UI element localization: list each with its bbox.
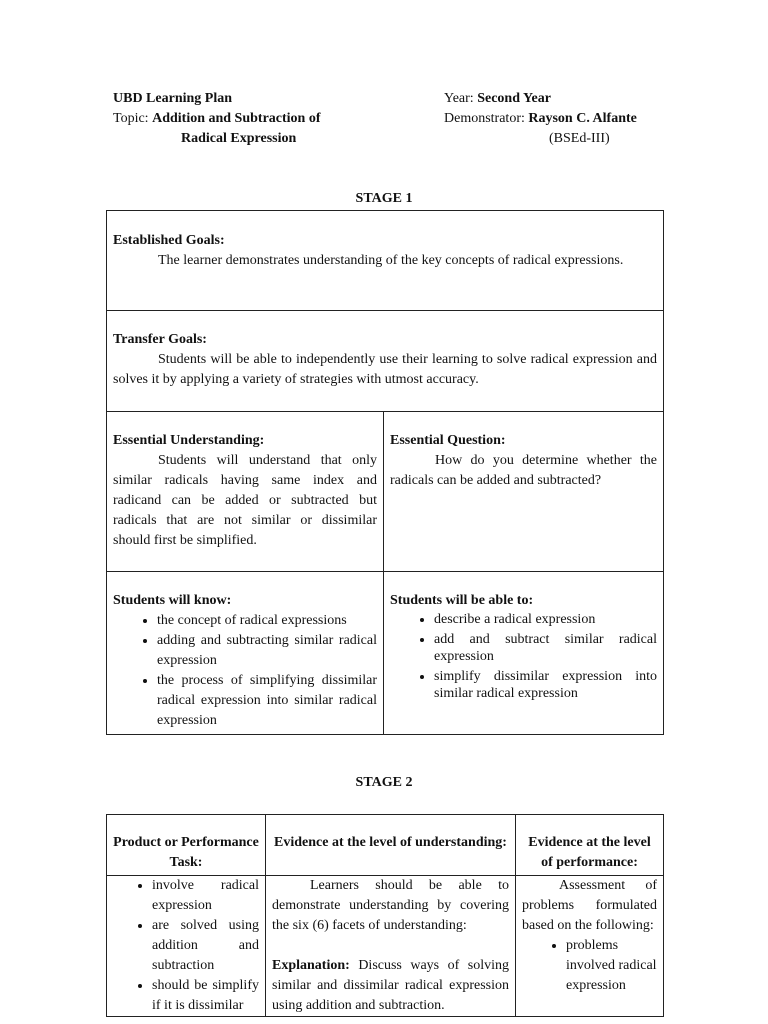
transfer-goals-row xyxy=(107,311,664,412)
essential-question-heading: Essential Question: xyxy=(390,433,506,448)
know-able-row xyxy=(107,572,664,735)
product-list xyxy=(107,876,259,1016)
list-item: • add and subtract similar radical expression xyxy=(434,631,657,665)
stage2-table xyxy=(106,814,664,1017)
students-able-cell xyxy=(384,572,664,735)
topic-line: Topic: Addition and Subtraction of xyxy=(113,111,321,126)
established-goals-cell xyxy=(107,211,664,311)
essential-question-text: How do you determine whether the radicals can be added and subtracted? xyxy=(390,453,657,488)
students-know-heading: Students will know: xyxy=(113,593,232,608)
stage2-header-row xyxy=(107,815,664,876)
list-item: • adding and subtracting similar radical expression xyxy=(157,631,377,671)
plan-header-left xyxy=(113,89,413,149)
essential-understanding-heading: Essential Understanding: xyxy=(113,433,265,448)
year-line: Year: Second Year xyxy=(444,91,551,106)
essential-understanding-cell xyxy=(107,412,384,572)
transfer-goals-cell xyxy=(107,311,664,412)
essential-understanding-text: Students will understand that only similar radicals having same index and radicand can be added or subtracted but radicals that are not similar or dissimilar should first be simplified. xyxy=(113,453,377,548)
col-header-understanding: Evidence at the level of understanding: xyxy=(266,815,516,876)
plan-title: UBD Learning Plan xyxy=(113,91,233,106)
plan-header-right xyxy=(444,89,704,149)
stage2-title: STAGE 2 xyxy=(355,775,413,790)
established-goals-row xyxy=(107,211,664,311)
list-item: • involve radical expression xyxy=(152,876,259,916)
transfer-goals-heading: Transfer Goals: xyxy=(113,332,207,347)
col-header-performance: Evidence at the level of performance: xyxy=(516,815,664,876)
understanding-question-row xyxy=(107,412,664,572)
topic-line-2: Radical Expression xyxy=(181,131,297,146)
demonstrator-line: Demonstrator: Rayson C. Alfante xyxy=(444,111,637,126)
stage2-body-row xyxy=(107,876,664,1017)
list-item: • the process of simplifying dissimilar radical expression into similar radical expression xyxy=(157,671,377,731)
understanding-cell xyxy=(266,876,516,1017)
performance-text: Assessment of problems formulated based on the following: xyxy=(522,878,657,933)
essential-question-cell xyxy=(384,412,664,572)
list-item: • should be simplify if it is dissimilar xyxy=(152,976,259,1016)
stage1-title: STAGE 1 xyxy=(355,191,413,206)
stage1-table xyxy=(106,210,664,735)
demonstrator-program: (BSEd-III) xyxy=(549,131,610,146)
product-cell xyxy=(107,876,266,1017)
performance-cell xyxy=(516,876,664,1017)
students-able-heading: Students will be able to: xyxy=(390,593,534,608)
list-item: • problems involved radical expression xyxy=(566,936,657,996)
explanation-text: Explanation: Discuss ways of solving similar and dissimilar radical expression using addition and subtraction. xyxy=(272,958,509,1013)
students-able-list xyxy=(390,611,657,702)
established-goals-heading: Established Goals: xyxy=(113,233,225,248)
performance-list xyxy=(522,936,657,996)
students-know-list xyxy=(113,611,377,731)
list-item: • simplify dissimilar expression into similar radical expression xyxy=(434,668,657,702)
list-item: • the concept of radical expressions xyxy=(157,611,377,631)
students-know-cell xyxy=(107,572,384,735)
transfer-goals-text: Students will be able to independently use their learning to solve radical expression and solves it by applying a variety of strategies with utmost accuracy. xyxy=(113,352,657,387)
col-header-product: Product or Performance Task: xyxy=(107,815,266,876)
understanding-text: Learners should be able to demonstrate understanding by covering the six (6) facets of understanding: xyxy=(272,878,509,933)
list-item: • are solved using addition and subtraction xyxy=(152,916,259,976)
established-goals-text: The learner demonstrates understanding of the key concepts of radical expressions. xyxy=(158,253,624,268)
list-item: • describe a radical expression xyxy=(434,611,657,628)
